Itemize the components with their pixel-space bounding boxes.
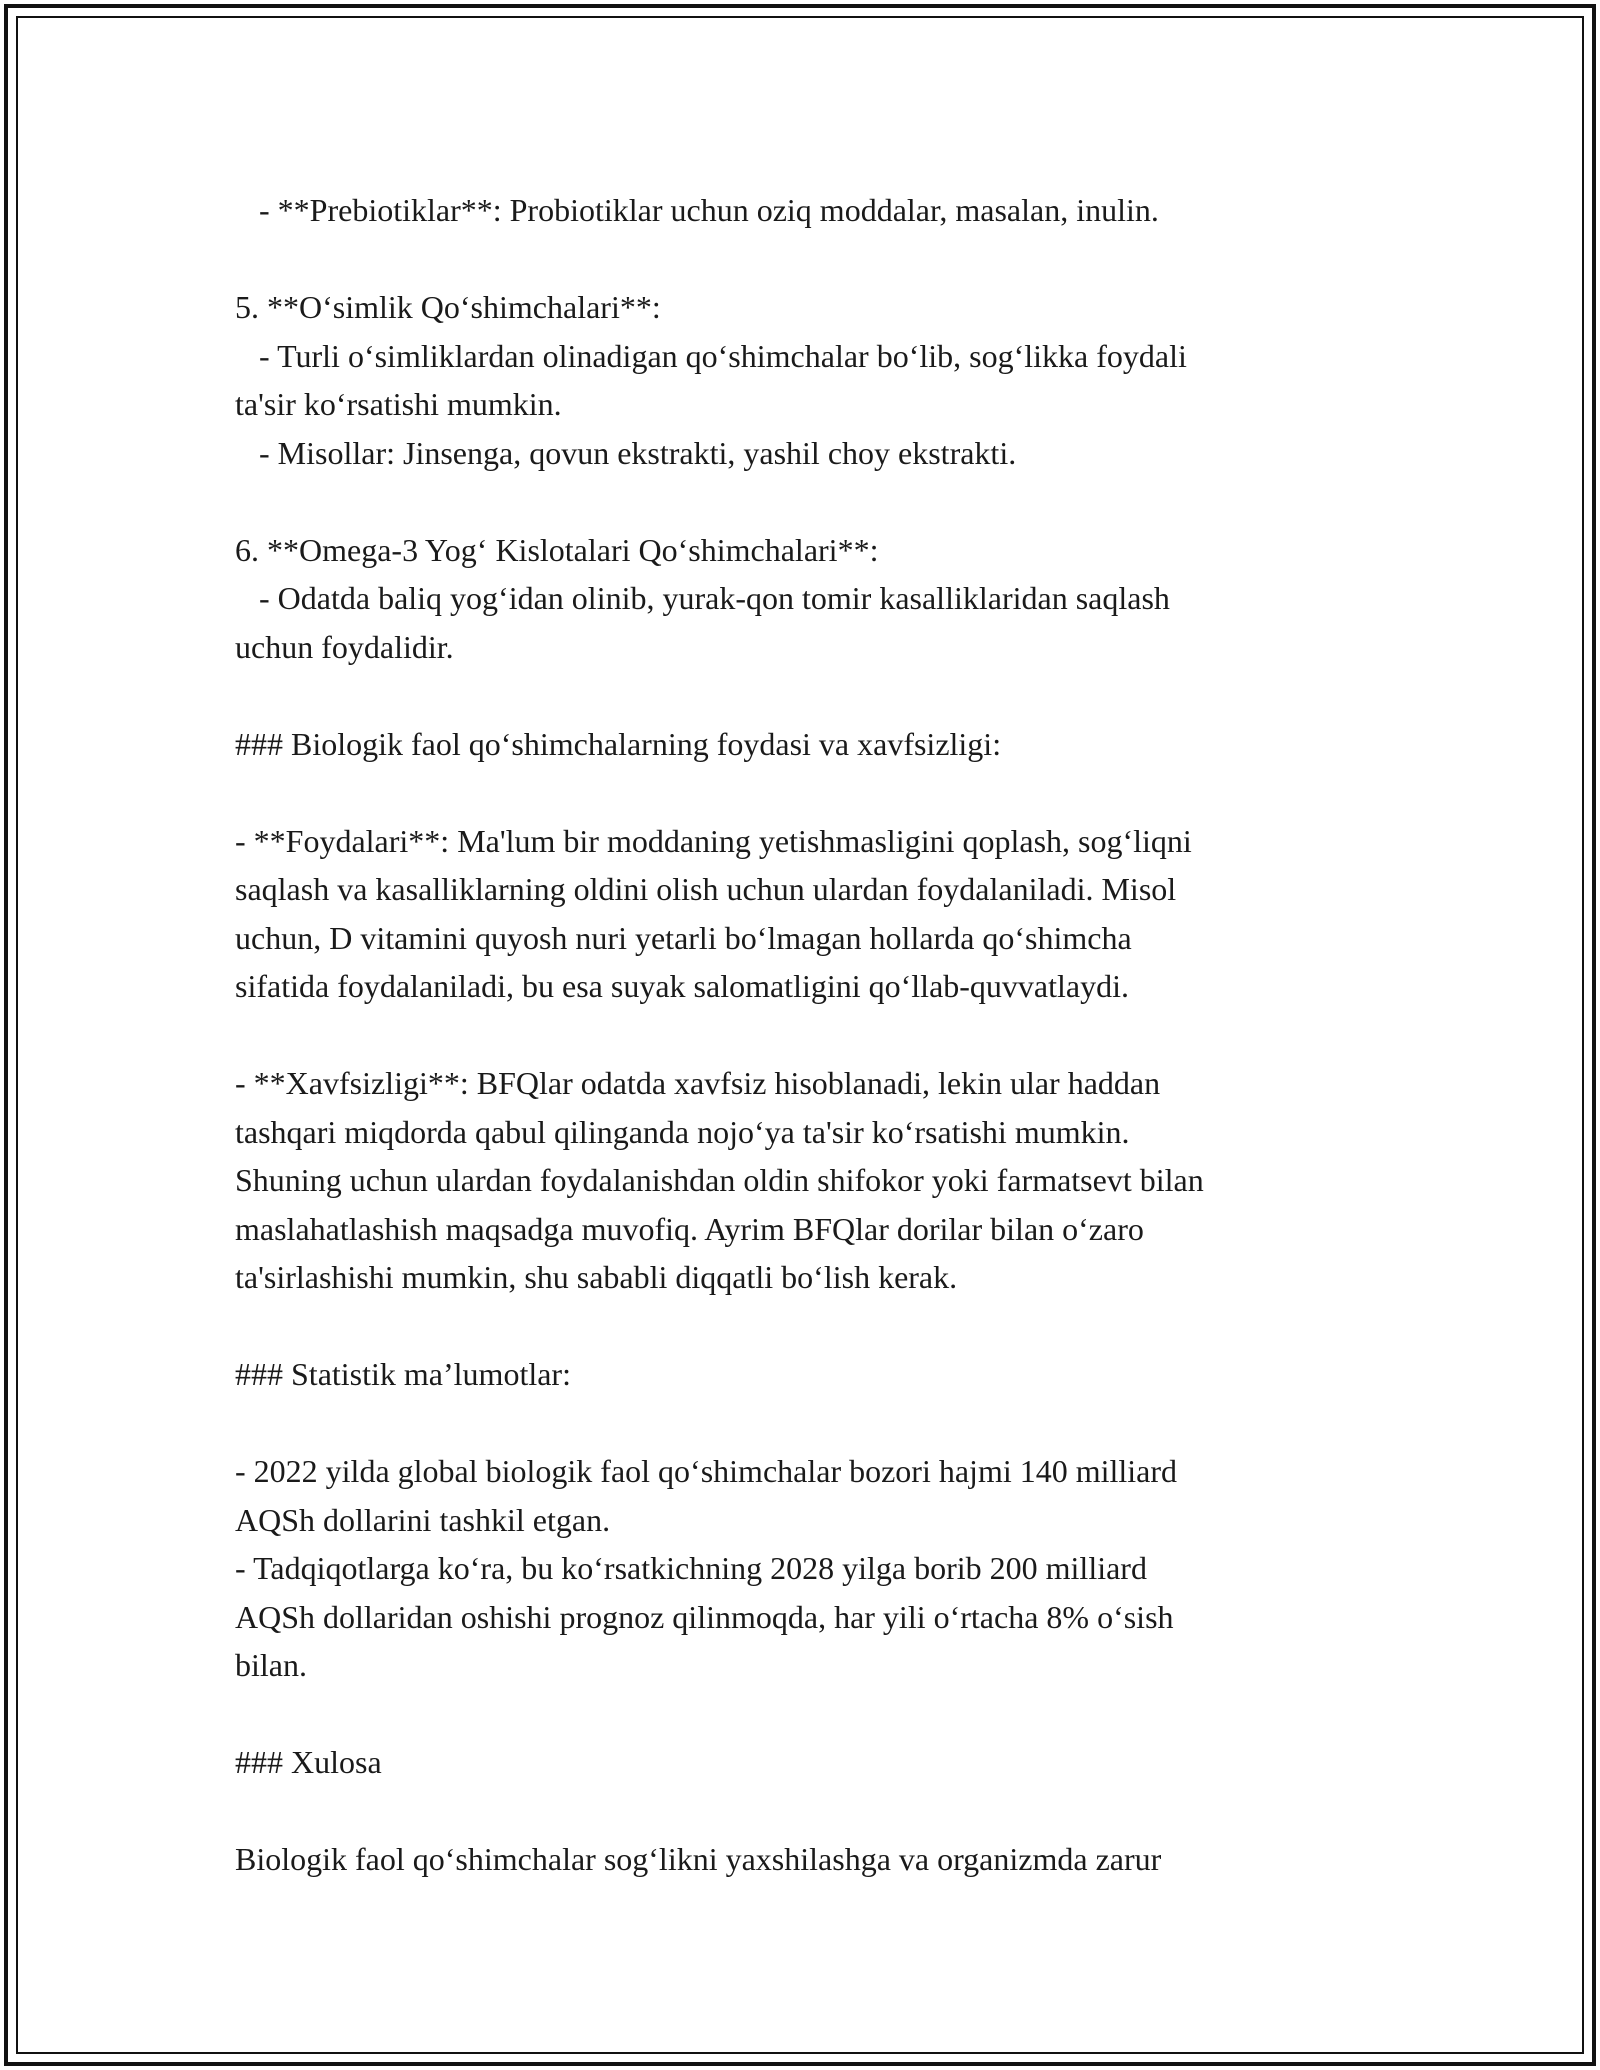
text-line: uchun, D vitamini quyosh nuri yetarli bo‘lmagan hollarda qo‘shimcha <box>235 919 1132 956</box>
text-line: - Misollar: Jinsenga, qovun ekstrakti, yashil choy ekstrakti. <box>235 434 1017 471</box>
blank-line <box>235 1302 1385 1351</box>
blank-line <box>235 1011 1385 1060</box>
text-line: - 2022 yilda global biologik faol qo‘shimchalar bozori hajmi 140 milliard <box>235 1453 1178 1489</box>
blank-line <box>235 1787 1385 1836</box>
section-heading: ### Biologik faol qo‘shimchalarning foydasi va xavfsizligi: <box>235 725 1002 762</box>
section-heading: ### Statistik ma’lumotlar: <box>235 1356 571 1392</box>
text-line: AQSh dollarini tashkil etgan. <box>235 1501 611 1538</box>
text-line: AQSh dollaridan oshishi prognoz qilinmoqda, har yili o‘rtacha 8% o‘sish <box>235 1598 1174 1635</box>
text-line: 5. **O‘simlik Qo‘shimchalari**: <box>235 289 661 325</box>
blank-line <box>235 1690 1385 1739</box>
text-line: uchun foydalidir. <box>235 628 454 665</box>
section-heading: ### Xulosa <box>235 1744 382 1780</box>
blank-line <box>235 477 1385 526</box>
blank-line <box>235 671 1385 720</box>
text-line: maslahatlashish maqsadga muvofiq. Ayrim BFQlar dorilar bilan o‘zaro <box>235 1210 1144 1247</box>
text-line: 6. **Omega-3 Yog‘ Kislotalari Qo‘shimchalari**: <box>235 531 879 568</box>
text-line: tashqari miqdorda qabul qilinganda nojo‘ya ta'sir ko‘rsatishi mumkin. <box>235 1113 1130 1150</box>
blank-line <box>235 1399 1385 1448</box>
text-line: Biologik faol qo‘shimchalar sog‘likni yaxshilashga va organizmda zarur <box>235 1841 1162 1877</box>
text-line: sifatida foydalaniladi, bu esa suyak salomatligini qo‘llab-quvvatlaydi. <box>235 968 1129 1004</box>
text-line: bilan. <box>235 1647 307 1683</box>
text-line: - Tadqiqotlarga ko‘ra, bu ko‘rsatkichning 2028 yilga borib 200 milliard <box>235 1550 1147 1586</box>
blank-line <box>235 768 1385 817</box>
text-line: - **Prebiotiklar**: Probiotiklar uchun oziq moddalar, masalan, inulin. <box>235 192 1159 228</box>
text-line: - Turli o‘simliklardan olinadigan qo‘shimchalar bo‘lib, sog‘likka foydali <box>235 337 1187 374</box>
text-line: - Odatda baliq yog‘idan olinib, yurak-qon tomir kasalliklaridan saqlash <box>235 580 1170 616</box>
text-line: - **Xavfsizligi**: BFQlar odatda xavfsiz hisoblanadi, lekin ular haddan <box>235 1065 1161 1101</box>
text-line: ta'sir ko‘rsatishi mumkin. <box>235 386 562 422</box>
text-line: saqlash va kasalliklarning oldini olish uchun ulardan foydalaniladi. Misol <box>235 871 1177 907</box>
text-line: Shuning uchun ulardan foydalanishdan oldin shifokor yoki farmatsevt bilan <box>235 1162 1204 1198</box>
blank-line <box>235 235 1385 284</box>
text-line: - **Foydalari**: Ma'lum bir moddaning yetishmasligini qoplash, sog‘liqni <box>235 822 1192 859</box>
text-line: ta'sirlashishi mumkin, shu sababli diqqatli bo‘lish kerak. <box>235 1259 958 1295</box>
document-body <box>235 186 1385 1884</box>
